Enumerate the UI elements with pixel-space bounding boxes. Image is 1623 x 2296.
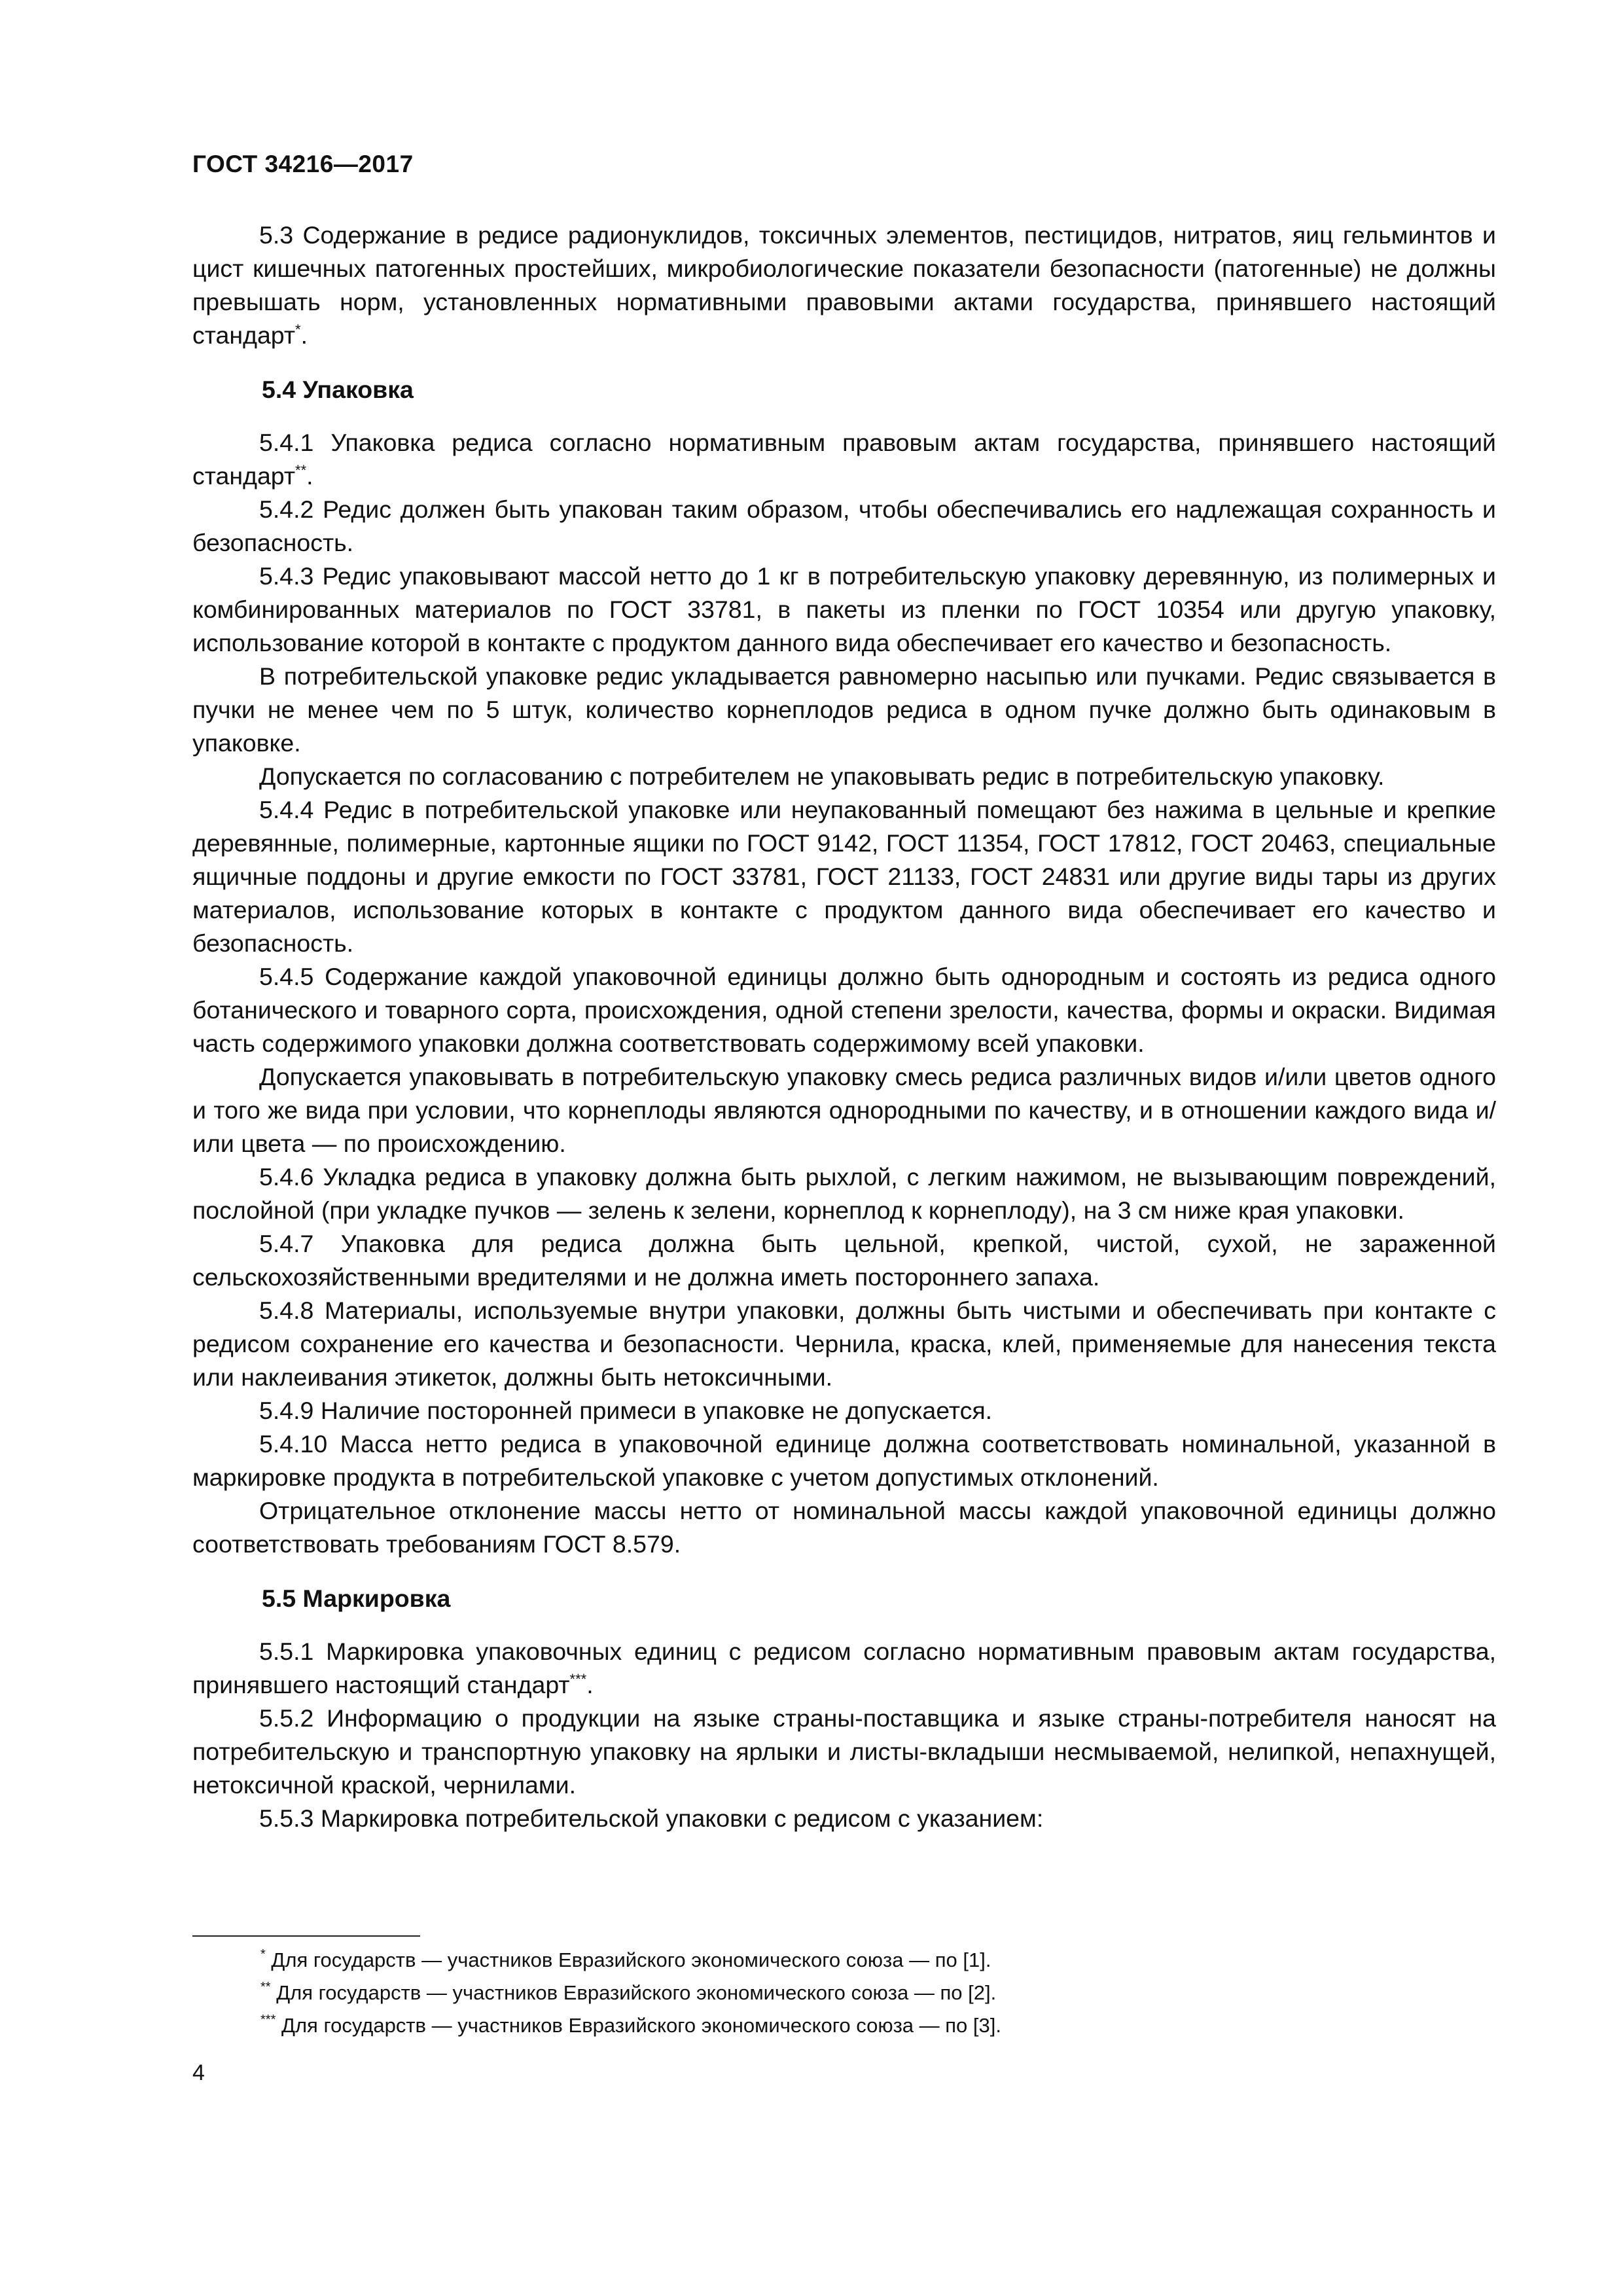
paragraph-5-4-6: 5.4.6 Укладка редиса в упаковку должна быть рыхлой, с легким нажимом, не вызывающим повреждений, послойной (при укладке пучков — зелень к зелени, корнеплод к корнеплоду), на 3 см ниже края упаковки.: [192, 1163, 1496, 1224]
footnote-ref: ***: [569, 1671, 587, 1687]
paragraph-5-4-10: 5.4.10 Масса нетто редиса в упаковочной единице должна соответствовать номинальной, указанной в маркировке продукта в потребительской упаковке с учетом допустимых отклонений.: [192, 1430, 1496, 1491]
footnote-ref: **: [295, 462, 307, 478]
paragraph-5-4-1: [192, 426, 1496, 493]
paragraph-end: .: [306, 462, 313, 490]
paragraph-5-5-2: 5.5.2 Информацию о продукции на языке страны-поставщика и языке страны-потребителя наносят на потребительскую и транспортную упаковку на ярлыки и листы-вкладыши несмываемой, нелипкой, непахнущей, нетоксичной краской, чернилами.: [192, 1704, 1496, 1799]
paragraph-text: 5.5.1 Маркировка упаковочных единиц с редисом согласно нормативным правовым актам государства, принявшего настоящий стандарт: [192, 1638, 1496, 1698]
footnote-mark: ***: [260, 2013, 276, 2027]
paragraph-end: .: [586, 1671, 594, 1698]
paragraph-5-4-3-b: В потребительской упаковке редис укладывается равномерно насыпью или пучками. Редис связывается в пучки не менее чем по 5 штук, количество корнеплодов редиса в одном пучке должно быть одинаковым в упаковке.: [192, 662, 1496, 757]
standard-header: ГОСТ 34216—2017: [192, 151, 414, 177]
footnote-text: Для государств — участников Евразийского экономического союза — по [1].: [265, 1948, 991, 1971]
footnote-mark: *: [260, 1947, 266, 1962]
paragraph-5-3: [192, 219, 1496, 352]
paragraph-5-4-10-b: Отрицательное отклонение массы нетто от номинальной массы каждой упаковочной единицы должно соответствовать требованиям ГОСТ 8.579.: [192, 1497, 1496, 1558]
footnote-1: [192, 1944, 1496, 1977]
footnote-text: Для государств — участников Евразийского экономического союза — по [3].: [276, 2014, 1001, 2037]
paragraph-5-5-3: 5.5.3 Маркировка потребительской упаковки с редисом с указанием:: [259, 1804, 1044, 1832]
footnote-separator: [192, 1935, 420, 1937]
paragraph-5-4-5-b: Допускается упаковывать в потребительскую упаковку смесь редиса различных видов и/или цветов одного и того же вида при условии, что корнеплоды являются однородными по качеству, и в отношении каждого вида и/или цвета — по происхождению.: [192, 1063, 1496, 1157]
page-number: 4: [192, 2060, 205, 2085]
footnote-mark: **: [260, 1980, 271, 1994]
paragraph-5-4-4: 5.4.4 Редис в потребительской упаковке или неупакованный помещают без нажима в цельные и крепкие деревянные, полимерные, картонные ящики по ГОСТ 9142, ГОСТ 11354, ГОСТ 17812, ГОСТ 20463, специальные ящичные поддоны и другие емкости по ГОСТ 33781, ГОСТ 21133, ГОСТ 24831 или другие виды тары из других материалов, использование которых в контакте с продуктом данного вида обеспечивает его качество и безопасность.: [192, 796, 1496, 957]
paragraph-5-4-5: 5.4.5 Содержание каждой упаковочной единицы должно быть однородным и состоять из редиса одного ботанического и товарного сорта, происхождения, одной степени зрелости, качества, формы и окраски. Видимая часть содержимого упаковки должна соответствовать содержимому всей упаковки.: [192, 963, 1496, 1057]
footnote-text: Для государств — участников Евразийского экономического союза — по [2].: [270, 1981, 997, 2004]
footnote-ref: *: [295, 321, 301, 338]
section-heading-5-5: 5.5 Маркировка: [262, 1585, 451, 1612]
paragraph-5-4-2: 5.4.2 Редис должен быть упакован таким образом, чтобы обеспечивались его надлежащая сохранность и безопасность.: [192, 495, 1496, 556]
paragraph-text: 5.3 Содержание в редисе радионуклидов, токсичных элементов, пестицидов, нитратов, яиц гельминтов и цист кишечных патогенных простейших, микробиологические показатели безопасности (патогенные) не должны превышать норм, установленных нормативными правовыми актами государства, принявшего настоящий стандарт: [192, 221, 1496, 349]
paragraph-text: 5.4.1 Упаковка редиса согласно нормативным правовым актам государства, принявшего настоящий стандарт: [192, 429, 1496, 490]
document-body: [192, 219, 1496, 1835]
paragraph-5-5-1: [192, 1635, 1496, 1702]
paragraph-5-4-8: 5.4.8 Материалы, используемые внутри упаковки, должны быть чистыми и обеспечивать при контакте с редисом сохранение его качества и безопасности. Чернила, краска, клей, применяемые для нанесения текста или наклеивания этикеток, должны быть нетоксичными.: [192, 1297, 1496, 1391]
footnotes: [192, 1944, 1496, 2042]
paragraph-5-4-9: 5.4.9 Наличие посторонней примеси в упаковке не допускается.: [259, 1397, 993, 1424]
footnote-3: [192, 2009, 1496, 2042]
section-heading-5-4: 5.4 Упаковка: [262, 376, 414, 403]
footnote-2: [192, 1977, 1496, 2009]
paragraph-end: .: [300, 321, 308, 349]
paragraph-5-4-3: 5.4.3 Редис упаковывают массой нетто до 1 кг в потребительскую упаковку деревянную, из полимерных и комбинированных материалов по ГОСТ 33781, в пакеты из пленки по ГОСТ 10354 или другую упаковку, использование которой в контакте с продуктом данного вида обеспечивает его качество и безопасность.: [192, 562, 1496, 656]
paragraph-5-4-7: 5.4.7 Упаковка для редиса должна быть цельной, крепкой, чистой, сухой, не зараженной сельскохозяйственными вредителями и не должна иметь постороннего запаха.: [192, 1230, 1496, 1291]
paragraph-5-4-3-c: Допускается по согласованию с потребителем не упаковывать редис в потребительскую упаковку.: [259, 762, 1385, 790]
